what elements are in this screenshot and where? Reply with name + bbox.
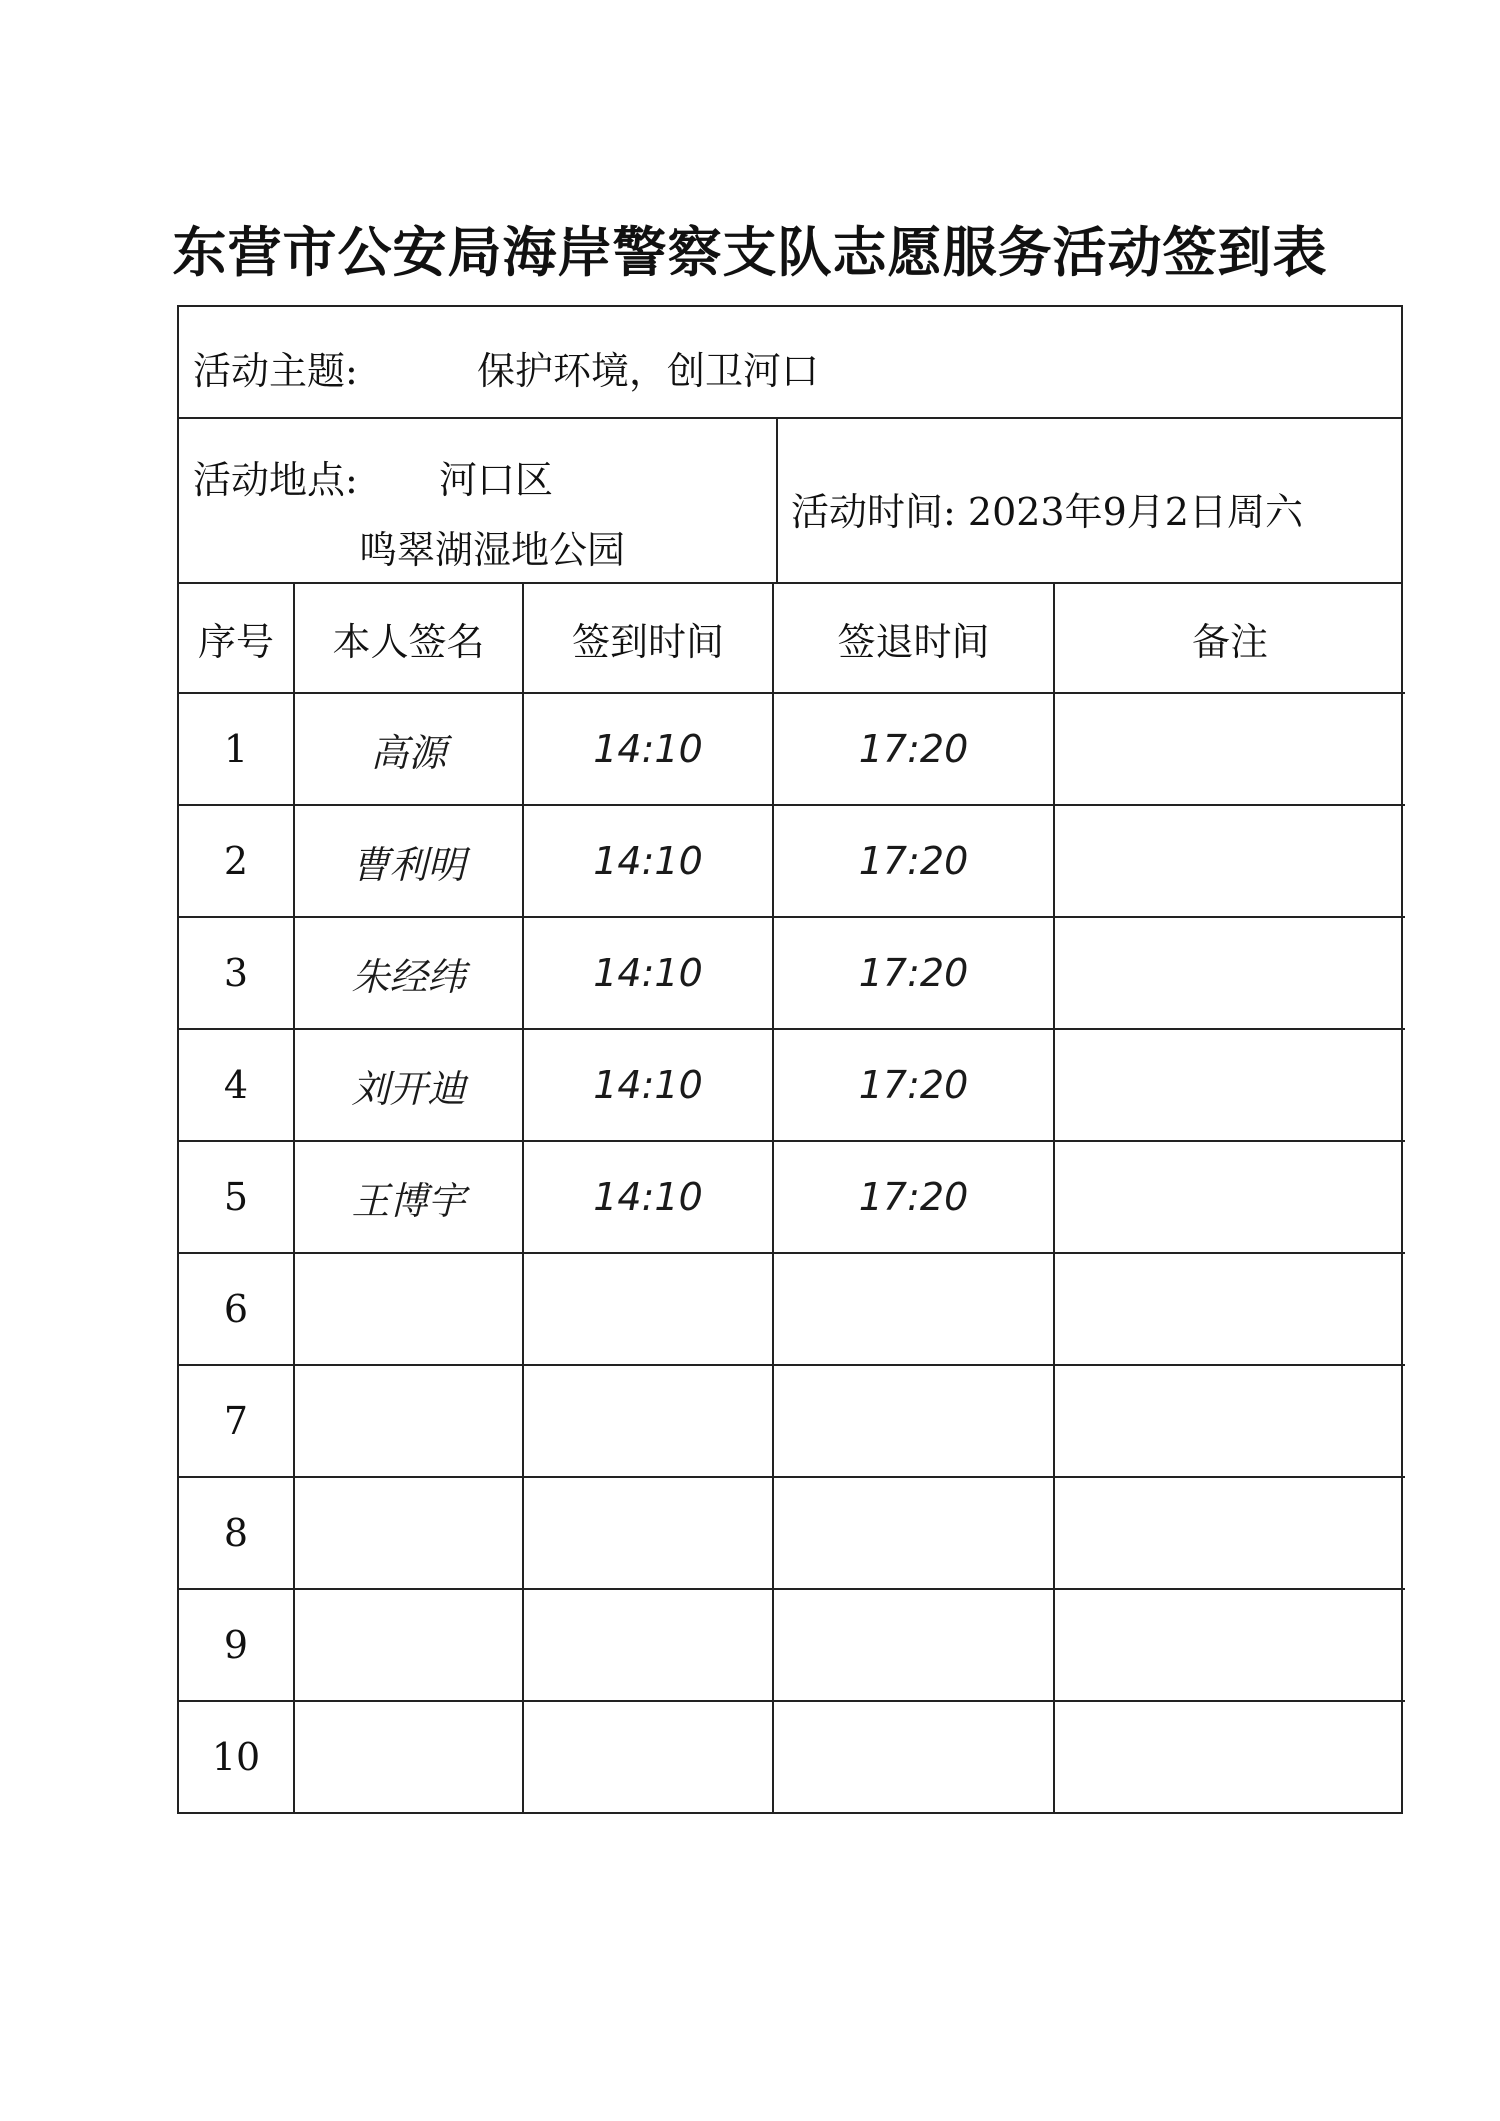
header-signout-time: 签退时间 (773, 584, 1054, 693)
signin-time (523, 1477, 773, 1589)
table-row (179, 1365, 1405, 1477)
header-no: 序号 (179, 584, 294, 693)
table-row (179, 1589, 1405, 1701)
table-header-row (179, 584, 1405, 693)
note (1054, 1141, 1405, 1253)
header-signature: 本人签名 (294, 584, 523, 693)
signin-time (523, 1589, 773, 1701)
signature (294, 1365, 523, 1477)
table-row (179, 1141, 1405, 1253)
row-no: 3 (179, 917, 294, 1029)
location-cell (179, 419, 778, 582)
location-label: 活动地点: (193, 458, 358, 502)
signature: 王博宇 (294, 1141, 523, 1253)
signin-time: 14:10 (523, 1141, 773, 1253)
header-signin-time: 签到时间 (523, 584, 773, 693)
activity-time (791, 481, 1303, 536)
table-row (179, 805, 1405, 917)
page-title: 东营市公安局海岸警察支队志愿服务活动签到表 (172, 221, 1328, 284)
signature (294, 1477, 523, 1589)
signout-time: 17:20 (773, 693, 1054, 805)
signature (294, 1253, 523, 1365)
table-row (179, 1253, 1405, 1365)
table-row (179, 1477, 1405, 1589)
location-value-line2: 鸣翠湖湿地公园 (359, 528, 626, 572)
note (1054, 1253, 1405, 1365)
row-no: 8 (179, 1477, 294, 1589)
location-time-row (179, 419, 1401, 584)
signout-time (773, 1701, 1054, 1812)
note (1054, 1477, 1405, 1589)
table-row (179, 1701, 1405, 1812)
subject-value: 保护环境，创卫河口 (477, 349, 820, 393)
subject-row (179, 307, 1401, 419)
row-no: 6 (179, 1253, 294, 1365)
signature: 刘开迪 (294, 1029, 523, 1141)
signature (294, 1589, 523, 1701)
row-no: 1 (179, 693, 294, 805)
signin-time: 14:10 (523, 693, 773, 805)
signature (294, 1701, 523, 1812)
signout-time: 17:20 (773, 805, 1054, 917)
note (1054, 1589, 1405, 1701)
signin-time (523, 1365, 773, 1477)
signature: 朱经纬 (294, 917, 523, 1029)
row-no: 9 (179, 1589, 294, 1701)
signout-time (773, 1365, 1054, 1477)
row-no: 2 (179, 805, 294, 917)
table-row (179, 917, 1405, 1029)
location-value-line1: 河口区 (439, 458, 554, 502)
signature: 曹利明 (294, 805, 523, 917)
table-row (179, 693, 1405, 805)
signout-time (773, 1477, 1054, 1589)
signout-time (773, 1253, 1054, 1365)
signin-time: 14:10 (523, 917, 773, 1029)
signin-time: 14:10 (523, 1029, 773, 1141)
signin-time (523, 1253, 773, 1365)
note (1054, 917, 1405, 1029)
signature: 高源 (294, 693, 523, 805)
signout-time: 17:20 (773, 917, 1054, 1029)
note (1054, 1701, 1405, 1812)
note (1054, 805, 1405, 917)
row-no: 4 (179, 1029, 294, 1141)
time-value: 2023年9月2日周六 (967, 490, 1303, 534)
header-note: 备注 (1054, 584, 1405, 693)
note (1054, 1365, 1405, 1477)
subject-label: 活动主题: (193, 349, 358, 393)
signin-table (179, 584, 1405, 1812)
row-no: 10 (179, 1701, 294, 1812)
note (1054, 693, 1405, 805)
signin-form (177, 305, 1403, 1814)
signout-time: 17:20 (773, 1029, 1054, 1141)
note (1054, 1029, 1405, 1141)
signout-time (773, 1589, 1054, 1701)
row-no: 5 (179, 1141, 294, 1253)
signout-time: 17:20 (773, 1141, 1054, 1253)
signin-time (523, 1701, 773, 1812)
time-label: 活动时间: (791, 490, 956, 534)
row-no: 7 (179, 1365, 294, 1477)
signin-time: 14:10 (523, 805, 773, 917)
table-row (179, 1029, 1405, 1141)
